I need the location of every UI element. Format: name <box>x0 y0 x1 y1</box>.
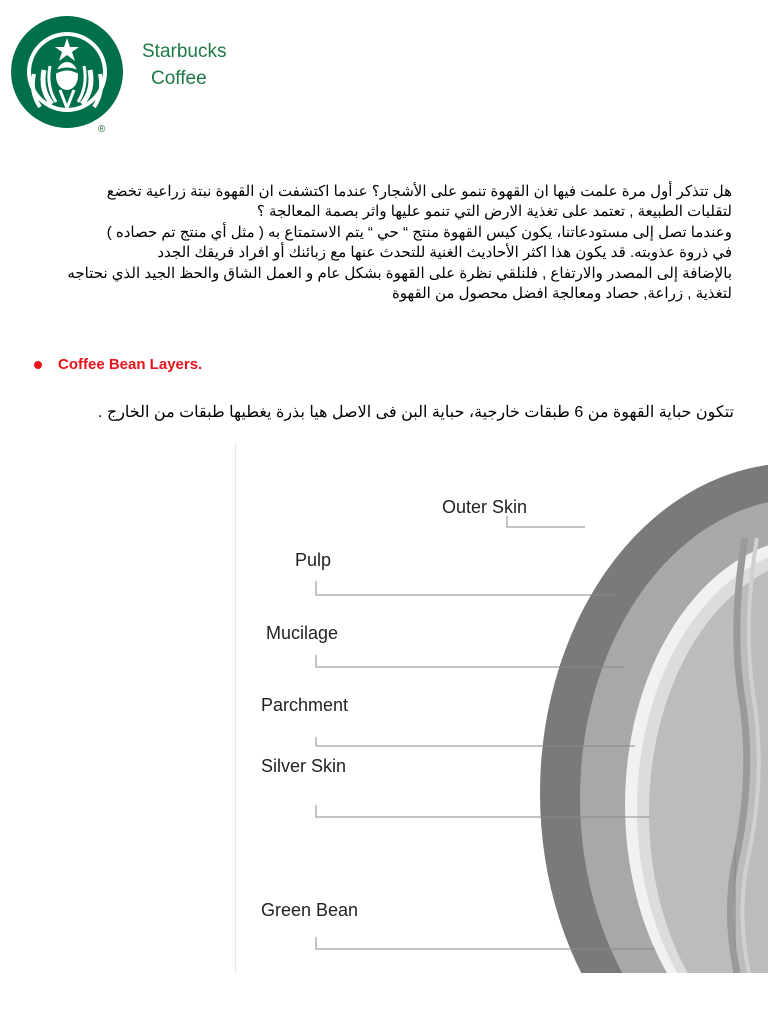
bullet-dot-icon <box>34 361 42 369</box>
coffee-bean-diagram <box>235 443 768 973</box>
label-pulp: Pulp <box>295 550 332 570</box>
intro-line: لتغذية , زراعة, حصاد ومعالجة افضل محصول من القهوة <box>391 285 732 303</box>
intro-line: هل تتذكر أول مرة علمت فيها ان القهوة تنمو على الأشجار؟ عندما اكتشفت ان القهوة نبتة زراعية تخضع <box>106 183 732 200</box>
starbucks-logo-icon <box>10 12 124 132</box>
intro-line: بالإضافة إلى المصدر والارتفاع , فلنلقي نظرة على القهوة بشكل عام و العمل الشاق والحظ الجيد الذي نحتاجه <box>67 264 732 282</box>
label-green-bean: Green Bean <box>261 900 359 920</box>
label-outer-skin: Outer Skin <box>442 497 528 517</box>
label-silver-skin: Silver Skin <box>261 756 347 776</box>
registered-mark: ® <box>98 124 106 135</box>
layers-description: تتكون حباية القهوة من 6 طبقات خارجية، حباية البن فى الاصل هيا بذرة يغطيها طبقات من الخارج . <box>97 404 734 421</box>
label-mucilage: Mucilage <box>266 623 339 643</box>
intro-line: وعندما تصل إلى مستودعاتنا، يكون كيس القهوة منتج “ حي “ يتم الاستمتاع به ( مثل أي منتج تم حصاده ) <box>106 223 732 241</box>
brand-name-line2: Coffee <box>151 68 207 89</box>
section-bullet <box>34 356 202 373</box>
intro-line: لتقلبات الطبيعة , تعتمد على تغذية الارض التي تنمو عليها واثر بصمة المعالجة ؟ <box>256 203 732 221</box>
intro-line: في ذروة عذوبته. قد يكون هذا اكثر الأحاديث الغنية للتحدث عنها مع زبائنك أو افراد فريقك الجدد <box>157 244 732 262</box>
label-parchment: Parchment <box>261 695 349 715</box>
brand-name <box>142 38 226 92</box>
intro-paragraph <box>30 182 732 304</box>
section-heading: Coffee Bean Layers. <box>58 356 203 373</box>
brand-name-line1: Starbucks <box>142 41 227 62</box>
